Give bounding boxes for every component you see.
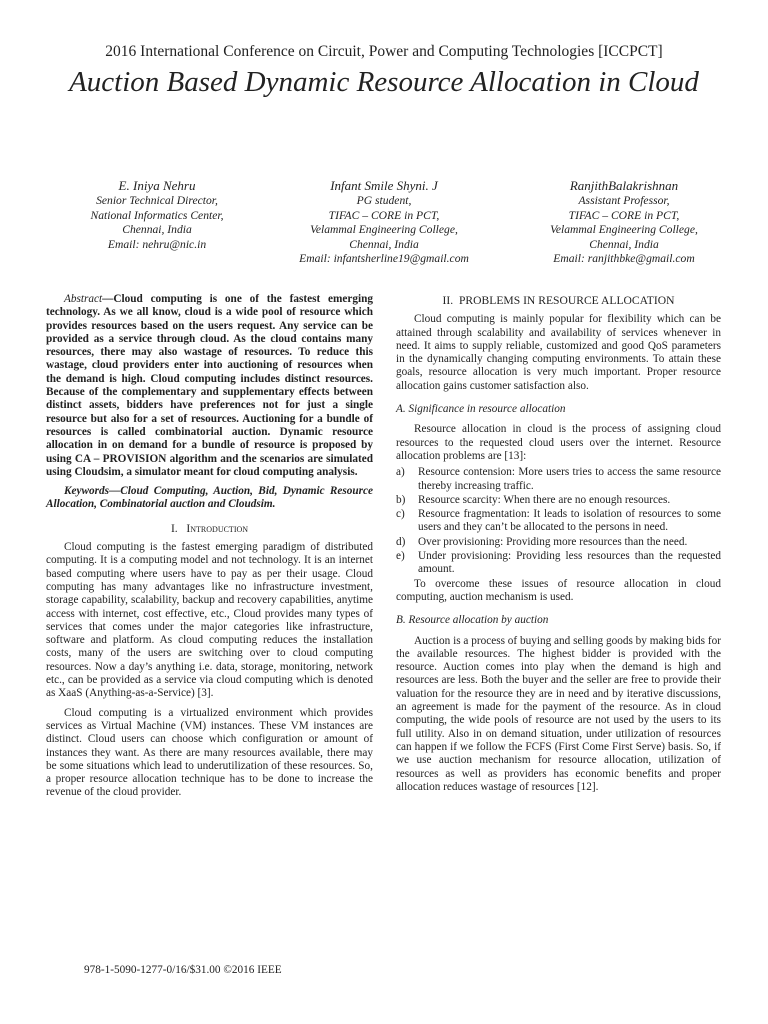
author-affiliation-line: Chennai, India: [349, 237, 419, 251]
list-item: [396, 466, 721, 493]
list-item-label: e): [396, 550, 405, 563]
section-heading-problems: [396, 294, 721, 307]
subsection-heading-a: A. Significance in resource allocation: [396, 403, 566, 416]
author-affiliation-line: TIFAC – CORE in PCT,: [568, 208, 680, 222]
list-item-text: Under provisioning: Providing less resources than the requested amount.: [418, 550, 721, 576]
author-name: Infant Smile Shyni. J: [330, 178, 438, 193]
section-title: PROBLEMS IN RESOURCE ALLOCATION: [458, 294, 675, 307]
author-affiliation-line: Chennai, India: [122, 223, 192, 237]
paper-title: Auction Based Dynamic Resource Allocation in Cloud: [69, 66, 699, 98]
right-column: [396, 293, 721, 794]
conference-header: 2016 International Conference on Circuit, Power and Computing Technologies [ICCPCT]: [105, 43, 663, 60]
subsection-a-closing: To overcome these issues of resource allocation in cloud computing, auction mechanism is used.: [396, 577, 721, 603]
author-affiliation-line: Senior Technical Director,: [96, 194, 218, 207]
author-affiliation-line: Chennai, India: [589, 237, 659, 251]
list-item-label: d): [396, 535, 406, 548]
list-item-label: c): [396, 508, 405, 521]
list-item-text: Resource fragmentation: It leads to isolation of resources to some users and they can’t be allocated to the persons in need.: [418, 508, 721, 534]
list-item: [396, 508, 721, 535]
abstract-lead: Abstract: [64, 293, 103, 305]
list-item-text: Over provisioning: Providing more resources than the need.: [418, 535, 688, 548]
list-item-label: b): [396, 493, 406, 506]
author-email: Email: ranjithbke@gmail.com: [553, 252, 695, 266]
author-email: Email: infantsherline19@gmail.com: [299, 252, 469, 266]
list-item: [396, 536, 721, 549]
intro-paragraph-1: Cloud computing is the fastest emerging paradigm of distributed computing. It is a computing model and not technology. It is an internet based computing where users have to pay as per their usage. Cloud computing has many advantages like no infrastructure investment, storage capability, scalability, backup and recovery capabilities, anytime access with internet, cost effective, etc., Cloud provides many types of services that comes under the major categories like infrastructure, software and platform. As cloud computing reduces the installation costs, many of the users are switching over to cloud computing resources. Now a day’s anything i.e. data, storage, monitoring, network etc., can be provided as a service via cloud computing which is denoted as XaaS (Anything-as-a-Service) [3].: [46, 541, 373, 700]
author-affiliation-line: Assistant Professor,: [578, 194, 670, 207]
section-number: II.: [442, 294, 454, 307]
section-heading-introduction: [46, 522, 373, 535]
author-affiliation-line: Velammal Engineering College,: [310, 223, 458, 237]
list-item: [396, 494, 721, 507]
abstract: [46, 293, 373, 479]
author-block-3: [499, 178, 749, 267]
author-affiliation-line: TIFAC – CORE in PCT,: [328, 208, 440, 222]
author-name: RanjithBalakrishnan: [569, 178, 679, 193]
copyright-footer: 978-1-5090-1277-0/16/$31.00 ©2016 IEEE: [84, 964, 282, 976]
keywords: Keywords—Cloud Computing, Auction, Bid, Dynamic Resource Allocation, Combinatorial auction and Cloudsim.: [46, 485, 373, 511]
list-item: [396, 550, 721, 577]
left-column: [46, 293, 373, 800]
section-number: I.: [170, 521, 178, 535]
list-item-label: a): [396, 466, 405, 479]
subsection-b-paragraph: Auction is a process of buying and selling goods by making bids for the available resources. The highest bidder is provided with the resource. Auction comes into play when the demand is high and resources are less. Both the buyer and the seller are free to provide their valuation for the resource they are in need and by iterative discussions, an agreement is made for the payment of the resource. As in cloud computing, the wide pools of resource are not used by the users to its full utility. Also in on demand situation, under utilization of resources can happen if we follow the FCFS (First Come First Serve) basis. So, if we use auction mechanism for resource allocation, utilization of resources as well as providers has economic benefits and proper allocation reduces wastage of resources [12].: [396, 634, 721, 793]
intro-paragraph-2: Cloud computing is a virtualized environment which provides services as Virtual Machine (VM) instances. These VM instances are distinct. Cloud users can choose which configuration or amount of instances they want. As there are many resources available, there may be some situations which lead to underutilization of these resources. So, a proper resource allocation technique has to be done to increase the revenue of the cloud provider.: [46, 706, 373, 799]
author-affiliation-line: PG student,: [356, 194, 412, 207]
problems-paragraph-1: Cloud computing is mainly popular for flexibility which can be attained through scalability and availability of services whenever in need. It aims to supply reliable, customized and good QoS parameters in the dynamically changing computing environments. To attain these goals, resource allocation is very much important. Proper resource allocation gains customer satisfaction also.: [396, 313, 721, 392]
list-item-text: Resource contension: More users tries to access the same resource thereby increasing traffic.: [418, 466, 721, 492]
author-block-1: [32, 178, 282, 252]
abstract-text: —Cloud computing is one of the fastest emerging technology. As we all know, cloud is a wide pool of resource which provides resources based on the users request. Any service can be provided as a service through cloud. As the cloud contains many resources, there may also wastage of resources. To reduce this wastage, cloud providers enter into auctioning of resources when the demand is high. Cloud computing includes distinct resources. Because of the complementary and supplementary effects between distinct assets, bidders have preferences not for just a single resource but also for a set of resources. Auctioning for a bundle of resources is called combinatorial auction. Dynamic resource allocation in on demand for a bundle of resource is proposed by using CA – PROVISION algorithm and the scenarios are simulated using Cloudsim, a simulator meant for cloud computing analysis.: [46, 293, 373, 478]
author-email: Email: nehru@nic.in: [107, 237, 207, 251]
subsection-heading-b: B. Resource allocation by auction: [396, 614, 549, 627]
list-item-text: Resource scarcity: When there are no enough resources.: [418, 493, 671, 506]
author-block-2: [259, 178, 509, 267]
author-affiliation-line: National Informatics Center,: [90, 208, 224, 222]
resource-problems-list: [396, 466, 721, 576]
section-title: Introduction: [186, 521, 249, 535]
author-name: E. Iniya Nehru: [118, 178, 196, 193]
author-affiliation-line: Velammal Engineering College,: [550, 223, 698, 237]
subsection-a-paragraph: Resource allocation in cloud is the process of assigning cloud resources to the requested cloud users over the internet. Resource allocation problems are [13]:: [396, 423, 721, 462]
